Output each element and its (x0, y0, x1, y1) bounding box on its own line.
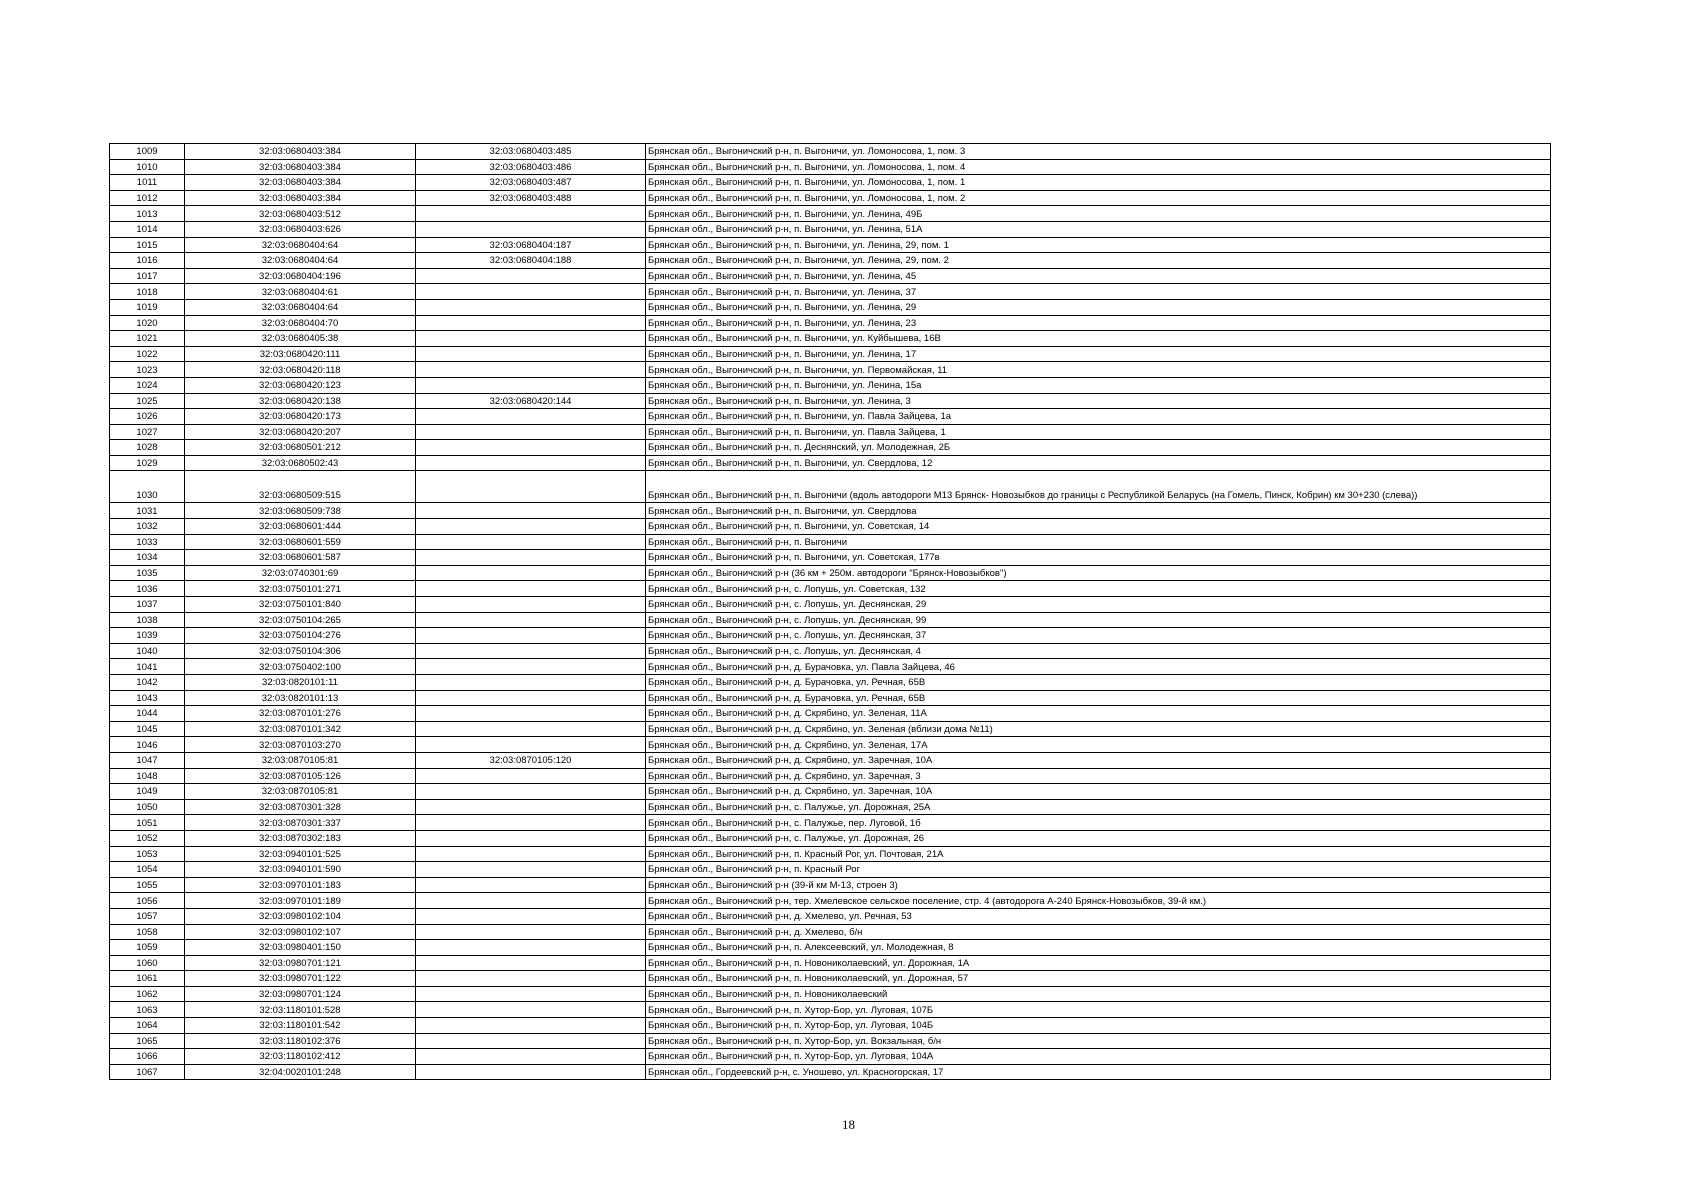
sub-cadastral-number-cell (416, 971, 646, 987)
table-row (110, 612, 1551, 628)
cadastral-number-cell: 32:03:0820101:13 (185, 690, 416, 706)
row-number-cell: 1011 (110, 175, 185, 191)
cadastral-number-cell: 32:03:1180102:412 (185, 1049, 416, 1065)
row-number-cell: 1016 (110, 253, 185, 269)
sub-cadastral-number-cell (416, 503, 646, 519)
cadastral-number-cell: 32:03:0680404:70 (185, 315, 416, 331)
cadastral-number-cell: 32:03:0680404:196 (185, 268, 416, 284)
cadastral-number-cell: 32:03:0980102:104 (185, 908, 416, 924)
address-cell: Брянская обл., Выгоничский р-н, п. Выгоничи (646, 534, 1551, 550)
row-number-cell: 1010 (110, 159, 185, 175)
cadastral-number-cell: 32:04:0020101:248 (185, 1064, 416, 1080)
address-cell: Брянская обл., Выгоничский р-н, д. Бурачовка, ул. Речная, 65В (646, 675, 1551, 691)
address-cell: Брянская обл., Выгоничский р-н, с. Палужье, пер. Луговой, 1б (646, 815, 1551, 831)
row-number-cell: 1065 (110, 1033, 185, 1049)
cadastral-number-cell: 32:03:0980401:150 (185, 940, 416, 956)
cadastral-number-cell: 32:03:0870101:276 (185, 706, 416, 722)
address-cell: Брянская обл., Выгоничский р-н, п. Новониколаевский, ул. Дорожная, 57 (646, 971, 1551, 987)
row-number-cell: 1012 (110, 190, 185, 206)
table-row (110, 908, 1551, 924)
row-number-cell: 1045 (110, 721, 185, 737)
row-number-cell: 1049 (110, 784, 185, 800)
table-row (110, 159, 1551, 175)
sub-cadastral-number-cell: 32:03:0680420:144 (416, 393, 646, 409)
row-number-cell: 1042 (110, 675, 185, 691)
sub-cadastral-number-cell (416, 268, 646, 284)
table-row (110, 362, 1551, 378)
row-number-cell: 1015 (110, 237, 185, 253)
row-number-cell: 1050 (110, 799, 185, 815)
sub-cadastral-number-cell (416, 768, 646, 784)
address-cell: Брянская обл., Выгоничский р-н, п. Красный Рог (646, 862, 1551, 878)
table-row (110, 424, 1551, 440)
row-number-cell: 1040 (110, 643, 185, 659)
sub-cadastral-number-cell (416, 362, 646, 378)
sub-cadastral-number-cell (416, 597, 646, 613)
address-cell: Брянская обл., Выгоничский р-н, с. Лопушь, ул. Деснянская, 29 (646, 597, 1551, 613)
row-number-cell: 1060 (110, 955, 185, 971)
sub-cadastral-number-cell (416, 331, 646, 347)
sub-cadastral-number-cell (416, 455, 646, 471)
cadastral-number-cell: 32:03:0680404:64 (185, 237, 416, 253)
address-cell: Брянская обл., Выгоничский р-н, п. Красный Рог, ул. Почтовая, 21А (646, 846, 1551, 862)
sub-cadastral-number-cell (416, 940, 646, 956)
sub-cadastral-number-cell (416, 440, 646, 456)
row-number-cell: 1048 (110, 768, 185, 784)
row-number-cell: 1032 (110, 519, 185, 535)
row-number-cell: 1053 (110, 846, 185, 862)
row-number-cell: 1026 (110, 409, 185, 425)
sub-cadastral-number-cell (416, 471, 646, 503)
row-number-cell: 1018 (110, 284, 185, 300)
table-row (110, 253, 1551, 269)
cadastral-number-cell: 32:03:0970101:189 (185, 893, 416, 909)
sub-cadastral-number-cell (416, 1018, 646, 1034)
address-cell: Брянская обл., Выгоничский р-н, п. Выгоничи, ул. Ленина, 29 (646, 299, 1551, 315)
cadastral-number-cell: 32:03:0740301:69 (185, 565, 416, 581)
row-number-cell: 1067 (110, 1064, 185, 1080)
address-cell: Брянская обл., Выгоничский р-н, п. Выгоничи, ул. Ленина, 17 (646, 346, 1551, 362)
sub-cadastral-number-cell (416, 284, 646, 300)
table-row (110, 784, 1551, 800)
cadastral-number-cell: 32:03:0750104:265 (185, 612, 416, 628)
cadastral-number-cell: 32:03:0680502:43 (185, 455, 416, 471)
row-number-cell: 1013 (110, 206, 185, 222)
table-row (110, 940, 1551, 956)
address-cell: Брянская обл., Выгоничский р-н (39-й км М-13, строен 3) (646, 877, 1551, 893)
table-row (110, 503, 1551, 519)
row-number-cell: 1009 (110, 144, 185, 160)
sub-cadastral-number-cell (416, 643, 646, 659)
page-number: 18 (842, 1117, 855, 1132)
row-number-cell: 1055 (110, 877, 185, 893)
cadastral-number-cell: 32:03:0750104:306 (185, 643, 416, 659)
table-row (110, 534, 1551, 550)
sub-cadastral-number-cell (416, 986, 646, 1002)
table-row (110, 346, 1551, 362)
table-row (110, 737, 1551, 753)
row-number-cell: 1039 (110, 628, 185, 644)
cadastral-number-cell: 32:03:0680403:384 (185, 190, 416, 206)
cadastral-number-cell: 32:03:0980701:121 (185, 955, 416, 971)
row-number-cell: 1037 (110, 597, 185, 613)
address-cell: Брянская обл., Выгоничский р-н, п. Выгоничи, ул. Ленина, 23 (646, 315, 1551, 331)
address-cell: Брянская обл., Выгоничский р-н, д. Бурачовка, ул. Речная, 65В (646, 690, 1551, 706)
sub-cadastral-number-cell (416, 706, 646, 722)
cadastral-number-cell: 32:03:0680403:384 (185, 159, 416, 175)
address-cell: Брянская обл., Выгоничский р-н, п. Выгоничи, ул. Куйбышева, 16В (646, 331, 1551, 347)
table-row (110, 706, 1551, 722)
row-number-cell: 1041 (110, 659, 185, 675)
table-row (110, 971, 1551, 987)
address-cell: Брянская обл., Выгоничский р-н, п. Хутор-Бор, ул. Луговая, 107Б (646, 1002, 1551, 1018)
sub-cadastral-number-cell (416, 346, 646, 362)
cadastral-number-cell: 32:03:0870302:183 (185, 830, 416, 846)
table-row (110, 815, 1551, 831)
cadastral-number-cell: 32:03:0680404:64 (185, 299, 416, 315)
address-cell: Брянская обл., Выгоничский р-н, п. Новониколаевский (646, 986, 1551, 1002)
table-row (110, 1064, 1551, 1080)
address-cell: Брянская обл., Выгоничский р-н, с. Лопушь, ул. Советская, 132 (646, 581, 1551, 597)
address-cell: Брянская обл., Выгоничский р-н, д. Скрябино, ул. Зеленая, 11А (646, 706, 1551, 722)
row-number-cell: 1020 (110, 315, 185, 331)
address-cell: Брянская обл., Выгоничский р-н, д. Скрябино, ул. Заречная, 10А (646, 784, 1551, 800)
sub-cadastral-number-cell: 32:03:0680403:487 (416, 175, 646, 191)
address-cell: Брянская обл., Выгоничский р-н, д. Скрябино, ул. Заречная, 3 (646, 768, 1551, 784)
table-row (110, 675, 1551, 691)
address-cell: Брянская обл., Выгоничский р-н, п. Хутор-Бор, ул. Луговая, 104Б (646, 1018, 1551, 1034)
table-row (110, 768, 1551, 784)
table-row (110, 799, 1551, 815)
cadastral-number-cell: 32:03:0680509:738 (185, 503, 416, 519)
row-number-cell: 1058 (110, 924, 185, 940)
cadastral-number-cell: 32:03:0680420:207 (185, 424, 416, 440)
row-number-cell: 1043 (110, 690, 185, 706)
cadastral-number-cell: 32:03:0680405:38 (185, 331, 416, 347)
address-cell: Брянская обл., Выгоничский р-н, п. Выгоничи, ул. Ленина, 51А (646, 221, 1551, 237)
cadastral-number-cell: 32:03:1180101:542 (185, 1018, 416, 1034)
cadastral-number-cell: 32:03:0750104:276 (185, 628, 416, 644)
sub-cadastral-number-cell (416, 893, 646, 909)
table-row (110, 268, 1551, 284)
row-number-cell: 1059 (110, 940, 185, 956)
address-cell: Брянская обл., Выгоничский р-н, п. Выгоничи, ул. Ленина, 45 (646, 268, 1551, 284)
cadastral-number-cell: 32:03:0870301:328 (185, 799, 416, 815)
address-cell: Брянская обл., Выгоничский р-н, п. Выгоничи, ул. Павла Зайцева, 1 (646, 424, 1551, 440)
row-number-cell: 1063 (110, 1002, 185, 1018)
table-row (110, 877, 1551, 893)
address-cell: Брянская обл., Выгоничский р-н, с. Палужье, ул. Дорожная, 25А (646, 799, 1551, 815)
row-number-cell: 1056 (110, 893, 185, 909)
row-number-cell: 1047 (110, 752, 185, 768)
cadastral-number-cell: 32:03:0680509:515 (185, 471, 416, 503)
sub-cadastral-number-cell (416, 315, 646, 331)
address-cell: Брянская обл., Выгоничский р-н, п. Выгоничи, ул. Свердлова, 12 (646, 455, 1551, 471)
sub-cadastral-number-cell (416, 924, 646, 940)
address-cell: Брянская обл., Выгоничский р-н, п. Выгоничи, ул. Ленина, 3 (646, 393, 1551, 409)
row-number-cell: 1062 (110, 986, 185, 1002)
sub-cadastral-number-cell (416, 581, 646, 597)
table-row (110, 175, 1551, 191)
row-number-cell: 1057 (110, 908, 185, 924)
table-row (110, 846, 1551, 862)
sub-cadastral-number-cell (416, 877, 646, 893)
table-row (110, 830, 1551, 846)
table-row (110, 955, 1551, 971)
cadastral-number-cell: 32:03:0750402:100 (185, 659, 416, 675)
cadastral-number-cell: 32:03:1180101:528 (185, 1002, 416, 1018)
sub-cadastral-number-cell (416, 424, 646, 440)
address-cell: Брянская обл., Выгоничский р-н, п. Выгоничи, ул. Ломоносова, 1, пом. 4 (646, 159, 1551, 175)
table-row (110, 550, 1551, 566)
cadastral-number-cell: 32:03:0680501:212 (185, 440, 416, 456)
address-cell: Брянская обл., Выгоничский р-н, д. Хмелево, ул. Речная, 53 (646, 908, 1551, 924)
address-cell: Брянская обл., Выгоничский р-н, п. Выгоничи, ул. Советская, 177в (646, 550, 1551, 566)
table-row (110, 628, 1551, 644)
cadastral-number-cell: 32:03:0870105:81 (185, 752, 416, 768)
cadastral-number-cell: 32:03:0870105:81 (185, 784, 416, 800)
address-cell: Брянская обл., Выгоничский р-н, п. Выгоничи, ул. Ленина, 29, пом. 2 (646, 253, 1551, 269)
table-body (110, 144, 1551, 1080)
sub-cadastral-number-cell: 32:03:0680403:488 (416, 190, 646, 206)
table-row (110, 393, 1551, 409)
table-row (110, 221, 1551, 237)
table-row (110, 643, 1551, 659)
table-row (110, 1033, 1551, 1049)
sub-cadastral-number-cell (416, 612, 646, 628)
address-cell: Брянская обл., Гордеевский р-н, с. Уношево, ул. Красногорская, 17 (646, 1064, 1551, 1080)
table-row (110, 893, 1551, 909)
address-cell: Брянская обл., Выгоничский р-н, д. Скрябино, ул. Заречная, 10А (646, 752, 1551, 768)
table-row (110, 237, 1551, 253)
row-number-cell: 1064 (110, 1018, 185, 1034)
row-number-cell: 1061 (110, 971, 185, 987)
table-row (110, 690, 1551, 706)
row-number-cell: 1027 (110, 424, 185, 440)
cadastral-number-cell: 32:03:1180102:376 (185, 1033, 416, 1049)
row-number-cell: 1030 (110, 471, 185, 503)
cadastral-number-cell: 32:03:0820101:11 (185, 675, 416, 691)
cadastral-number-cell: 32:03:0940101:590 (185, 862, 416, 878)
address-cell: Брянская обл., Выгоничский р-н, п. Выгоничи, ул. Ломоносова, 1, пом. 3 (646, 144, 1551, 160)
table-row (110, 331, 1551, 347)
row-number-cell: 1035 (110, 565, 185, 581)
address-cell: Брянская обл., Выгоничский р-н, п. Выгоничи, ул. Свердлова (646, 503, 1551, 519)
sub-cadastral-number-cell: 32:03:0680403:485 (416, 144, 646, 160)
sub-cadastral-number-cell (416, 534, 646, 550)
address-cell: Брянская обл., Выгоничский р-н, п. Деснянский, ул. Молодежная, 2Б (646, 440, 1551, 456)
address-cell: Брянская обл., Выгоничский р-н, д. Скрябино, ул. Зеленая (вблизи дома №11) (646, 721, 1551, 737)
address-cell: Брянская обл., Выгоничский р-н, п. Выгоничи, ул. Ленина, 37 (646, 284, 1551, 300)
sub-cadastral-number-cell (416, 830, 646, 846)
row-number-cell: 1024 (110, 377, 185, 393)
address-cell: Брянская обл., Выгоничский р-н, с. Лопушь, ул. Деснянская, 4 (646, 643, 1551, 659)
sub-cadastral-number-cell (416, 377, 646, 393)
cadastral-number-cell: 32:03:0870301:337 (185, 815, 416, 831)
address-cell: Брянская обл., Выгоничский р-н, тер. Хмелевское сельское поселение, стр. 4 (автодорога А-240 Брянск-Новозыбков, 39-й км.) (646, 893, 1551, 909)
sub-cadastral-number-cell (416, 519, 646, 535)
row-number-cell: 1028 (110, 440, 185, 456)
address-cell: Брянская обл., Выгоничский р-н, д. Скрябино, ул. Зеленая, 17А (646, 737, 1551, 753)
table-row (110, 1002, 1551, 1018)
sub-cadastral-number-cell: 32:03:0870105:120 (416, 752, 646, 768)
row-number-cell: 1014 (110, 221, 185, 237)
sub-cadastral-number-cell (416, 784, 646, 800)
table-row (110, 565, 1551, 581)
row-number-cell: 1034 (110, 550, 185, 566)
address-cell: Брянская обл., Выгоничский р-н, п. Выгоничи, ул. Ленина, 29, пом. 1 (646, 237, 1551, 253)
address-cell: Брянская обл., Выгоничский р-н, п. Алексеевский, ул. Молодежная, 8 (646, 940, 1551, 956)
address-cell: Брянская обл., Выгоничский р-н, с. Лопушь, ул. Деснянская, 37 (646, 628, 1551, 644)
row-number-cell: 1066 (110, 1049, 185, 1065)
sub-cadastral-number-cell (416, 221, 646, 237)
cadastral-number-cell: 32:03:0680403:626 (185, 221, 416, 237)
cadastral-number-cell: 32:03:0680601:559 (185, 534, 416, 550)
table-row (110, 471, 1551, 503)
sub-cadastral-number-cell (416, 908, 646, 924)
sub-cadastral-number-cell (416, 737, 646, 753)
sub-cadastral-number-cell (416, 721, 646, 737)
table-row (110, 144, 1551, 160)
sub-cadastral-number-cell (416, 815, 646, 831)
table-row (110, 659, 1551, 675)
table-row (110, 440, 1551, 456)
row-number-cell: 1052 (110, 830, 185, 846)
address-cell: Брянская обл., Выгоничский р-н, п. Выгоничи, ул. Советская, 14 (646, 519, 1551, 535)
sub-cadastral-number-cell: 32:03:0680403:486 (416, 159, 646, 175)
sub-cadastral-number-cell (416, 628, 646, 644)
row-number-cell: 1036 (110, 581, 185, 597)
cadastral-number-cell: 32:03:0680404:61 (185, 284, 416, 300)
cadastral-number-cell: 32:03:0680403:384 (185, 175, 416, 191)
cadastral-number-cell: 32:03:0750101:840 (185, 597, 416, 613)
table-row (110, 377, 1551, 393)
property-table (109, 143, 1551, 1080)
table-row (110, 284, 1551, 300)
cadastral-number-cell: 32:03:0980701:122 (185, 971, 416, 987)
table-row (110, 206, 1551, 222)
sub-cadastral-number-cell (416, 846, 646, 862)
table-row (110, 581, 1551, 597)
address-cell: Брянская обл., Выгоничский р-н, п. Выгоничи, ул. Ленина, 15а (646, 377, 1551, 393)
row-number-cell: 1038 (110, 612, 185, 628)
sub-cadastral-number-cell (416, 659, 646, 675)
sub-cadastral-number-cell (416, 1064, 646, 1080)
address-cell: Брянская обл., Выгоничский р-н, п. Выгоничи, ул. Ломоносова, 1, пом. 1 (646, 175, 1551, 191)
address-cell: Брянская обл., Выгоничский р-н, п. Выгоничи, ул. Первомайская, 11 (646, 362, 1551, 378)
address-cell: Брянская обл., Выгоничский р-н, п. Хутор-Бор, ул. Вокзальная, б/н (646, 1033, 1551, 1049)
row-number-cell: 1019 (110, 299, 185, 315)
row-number-cell: 1054 (110, 862, 185, 878)
table-row (110, 315, 1551, 331)
table-row (110, 1049, 1551, 1065)
address-cell: Брянская обл., Выгоничский р-н, д. Бурачовка, ул. Павла Зайцева, 46 (646, 659, 1551, 675)
cadastral-number-cell: 32:03:0680420:118 (185, 362, 416, 378)
table-row (110, 519, 1551, 535)
row-number-cell: 1017 (110, 268, 185, 284)
address-cell: Брянская обл., Выгоничский р-н, п. Выгоничи, ул. Ломоносова, 1, пом. 2 (646, 190, 1551, 206)
cadastral-number-cell: 32:03:0870101:342 (185, 721, 416, 737)
address-cell: Брянская обл., Выгоничский р-н, п. Выгоничи, ул. Ленина, 49Б (646, 206, 1551, 222)
address-cell: Брянская обл., Выгоничский р-н, с. Палужье, ул. Дорожная, 26 (646, 830, 1551, 846)
table-row (110, 455, 1551, 471)
table-row (110, 721, 1551, 737)
cadastral-number-cell: 32:03:0680601:444 (185, 519, 416, 535)
cadastral-number-cell: 32:03:0870103:270 (185, 737, 416, 753)
table-row (110, 752, 1551, 768)
sub-cadastral-number-cell: 32:03:0680404:188 (416, 253, 646, 269)
cadastral-number-cell: 32:03:0980102:107 (185, 924, 416, 940)
cadastral-number-cell: 32:03:0680420:173 (185, 409, 416, 425)
cadastral-number-cell: 32:03:0680420:111 (185, 346, 416, 362)
cadastral-number-cell: 32:03:0680420:123 (185, 377, 416, 393)
address-cell: Брянская обл., Выгоничский р-н, п. Хутор-Бор, ул. Луговая, 104А (646, 1049, 1551, 1065)
sub-cadastral-number-cell (416, 862, 646, 878)
table-row (110, 862, 1551, 878)
sub-cadastral-number-cell (416, 799, 646, 815)
sub-cadastral-number-cell (416, 675, 646, 691)
row-number-cell: 1031 (110, 503, 185, 519)
row-number-cell: 1022 (110, 346, 185, 362)
cadastral-number-cell: 32:03:0680403:512 (185, 206, 416, 222)
cadastral-number-cell: 32:03:0980701:124 (185, 986, 416, 1002)
table-row (110, 924, 1551, 940)
row-number-cell: 1029 (110, 455, 185, 471)
address-cell: Брянская обл., Выгоничский р-н, п. Выгоничи, ул. Павла Зайцева, 1а (646, 409, 1551, 425)
table-row (110, 1018, 1551, 1034)
address-cell: Брянская обл., Выгоничский р-н, с. Лопушь, ул. Деснянская, 99 (646, 612, 1551, 628)
address-cell: Брянская обл., Выгоничский р-н (36 км + 250м. автодороги "Брянск-Новозыбков") (646, 565, 1551, 581)
sub-cadastral-number-cell: 32:03:0680404:187 (416, 237, 646, 253)
row-number-cell: 1021 (110, 331, 185, 347)
sub-cadastral-number-cell (416, 550, 646, 566)
address-cell: Брянская обл., Выгоничский р-н, д. Хмелево, б/н (646, 924, 1551, 940)
sub-cadastral-number-cell (416, 409, 646, 425)
row-number-cell: 1044 (110, 706, 185, 722)
sub-cadastral-number-cell (416, 690, 646, 706)
row-number-cell: 1033 (110, 534, 185, 550)
cadastral-number-cell: 32:03:0680601:587 (185, 550, 416, 566)
cadastral-number-cell: 32:03:0870105:126 (185, 768, 416, 784)
address-cell: Брянская обл., Выгоничский р-н, п. Новониколаевский, ул. Дорожная, 1А (646, 955, 1551, 971)
address-cell: Брянская обл., Выгоничский р-н, п. Выгоничи (вдоль автодороги М13 Брянск- Новозыбков до границы с Республикой Беларусь (на Гомель, Пинск, Кобрин) км 30+230 (слева)) (646, 471, 1551, 503)
row-number-cell: 1051 (110, 815, 185, 831)
sub-cadastral-number-cell (416, 206, 646, 222)
cadastral-number-cell: 32:03:0940101:525 (185, 846, 416, 862)
row-number-cell: 1023 (110, 362, 185, 378)
cadastral-number-cell: 32:03:0680420:138 (185, 393, 416, 409)
row-number-cell: 1025 (110, 393, 185, 409)
cadastral-number-cell: 32:03:0970101:183 (185, 877, 416, 893)
sub-cadastral-number-cell (416, 1049, 646, 1065)
table-row (110, 409, 1551, 425)
sub-cadastral-number-cell (416, 299, 646, 315)
sub-cadastral-number-cell (416, 565, 646, 581)
sub-cadastral-number-cell (416, 1002, 646, 1018)
cadastral-number-cell: 32:03:0680403:384 (185, 144, 416, 160)
table-row (110, 299, 1551, 315)
table-row (110, 597, 1551, 613)
table-row (110, 190, 1551, 206)
cadastral-number-cell: 32:03:0750101:271 (185, 581, 416, 597)
table-row (110, 986, 1551, 1002)
sub-cadastral-number-cell (416, 1033, 646, 1049)
cadastral-number-cell: 32:03:0680404:64 (185, 253, 416, 269)
row-number-cell: 1046 (110, 737, 185, 753)
sub-cadastral-number-cell (416, 955, 646, 971)
